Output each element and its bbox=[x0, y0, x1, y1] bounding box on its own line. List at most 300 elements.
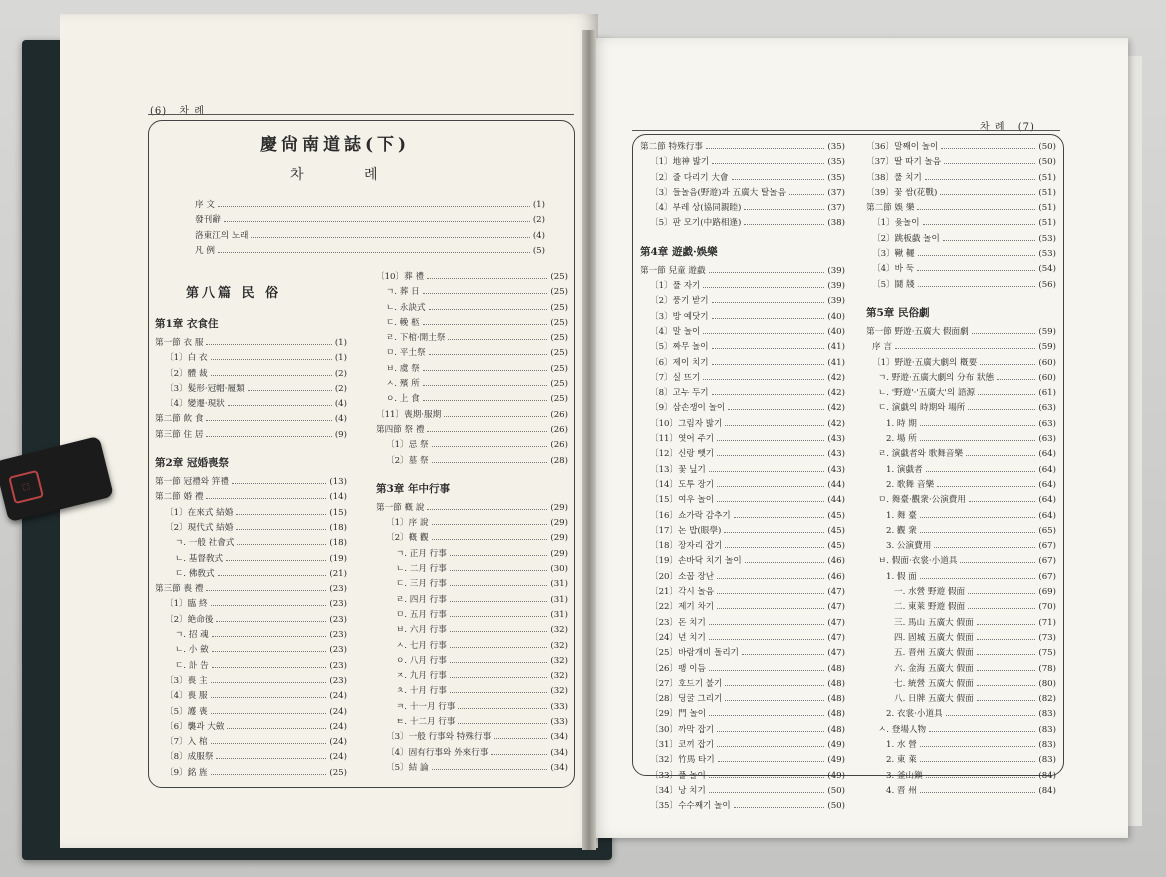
toc-entry[interactable] bbox=[640, 554, 845, 569]
toc-entry[interactable] bbox=[195, 229, 545, 244]
toc-entry[interactable] bbox=[866, 493, 1056, 508]
toc-entry[interactable] bbox=[155, 597, 347, 612]
toc-entry[interactable] bbox=[640, 707, 845, 722]
toc-entry-page: (29) bbox=[550, 548, 568, 559]
toc-entry[interactable] bbox=[195, 198, 545, 213]
toc-entry[interactable] bbox=[640, 769, 845, 784]
toc-entry[interactable] bbox=[155, 659, 347, 674]
toc-entry[interactable] bbox=[640, 784, 845, 799]
toc-entry[interactable] bbox=[376, 623, 568, 638]
toc-entry[interactable] bbox=[376, 669, 568, 684]
toc-entry-page: (39) bbox=[827, 281, 845, 292]
right-header-label: 차 례 bbox=[980, 122, 1006, 133]
toc-entry[interactable] bbox=[866, 478, 1056, 493]
toc-entry-page: (48) bbox=[827, 709, 845, 720]
toc-entry[interactable] bbox=[376, 285, 568, 300]
leader-dots bbox=[717, 455, 824, 456]
toc-entry[interactable] bbox=[866, 463, 1056, 478]
toc-entry[interactable] bbox=[376, 547, 568, 562]
toc-entry-page: (83) bbox=[1038, 724, 1056, 735]
toc-entry[interactable] bbox=[866, 707, 1056, 722]
toc-entry[interactable] bbox=[866, 646, 1056, 661]
toc-entry[interactable] bbox=[866, 386, 1056, 401]
toc-entry-label: 〔20〕소꿉 장난 bbox=[650, 571, 715, 582]
toc-entry-page: (67) bbox=[1038, 556, 1056, 567]
toc-entry[interactable] bbox=[866, 417, 1056, 432]
toc-entry-page: (43) bbox=[827, 434, 845, 445]
toc-entry[interactable] bbox=[376, 608, 568, 623]
toc-entry-label: 1. 演戱者 bbox=[886, 464, 923, 475]
toc-entry[interactable] bbox=[866, 447, 1056, 462]
toc-subtitle: 차 례 bbox=[290, 167, 406, 183]
toc-entry[interactable] bbox=[376, 392, 568, 407]
toc-entry[interactable] bbox=[640, 570, 845, 585]
page-block-edge bbox=[1128, 56, 1142, 826]
toc-entry-page: (64) bbox=[1038, 495, 1056, 506]
toc-entry[interactable] bbox=[155, 613, 347, 628]
toc-entry-page: (35) bbox=[827, 157, 845, 168]
toc-entry-label: 第一節 冠禮와 笄禮 bbox=[155, 477, 229, 488]
toc-entry-page: (2) bbox=[334, 368, 347, 379]
part-title: 第八篇 民 俗 bbox=[186, 286, 282, 301]
toc-entry[interactable] bbox=[866, 769, 1056, 784]
toc-entry-label: 〔21〕각시 놀음 bbox=[650, 587, 715, 598]
toc-entry[interactable] bbox=[866, 616, 1056, 631]
toc-entry[interactable] bbox=[866, 171, 1056, 186]
toc-entry[interactable] bbox=[640, 356, 845, 371]
toc-entry[interactable] bbox=[376, 593, 568, 608]
toc-entry-label: 1. 時 期 bbox=[886, 418, 917, 429]
toc-entry-label: ㄴ. 基督敎式 bbox=[175, 553, 224, 564]
toc-entry[interactable] bbox=[640, 524, 845, 539]
toc-entry[interactable] bbox=[376, 362, 568, 377]
toc-entry[interactable] bbox=[640, 631, 845, 646]
toc-entry-page: (51) bbox=[1038, 172, 1056, 183]
toc-entry[interactable] bbox=[640, 447, 845, 462]
toc-entry[interactable] bbox=[866, 325, 1056, 340]
toc-entry[interactable] bbox=[376, 331, 568, 346]
toc-entry-page: (49) bbox=[827, 755, 845, 766]
leader-dots bbox=[709, 471, 825, 472]
toc-entry-page: (29) bbox=[550, 502, 568, 513]
leader-dots bbox=[718, 761, 825, 762]
toc-entry[interactable] bbox=[866, 723, 1056, 738]
toc-entry-label: ㅊ. 十月 行事 bbox=[396, 686, 447, 697]
front-matter-list bbox=[195, 198, 545, 259]
toc-entry[interactable] bbox=[640, 432, 845, 447]
toc-entry[interactable] bbox=[640, 201, 845, 216]
toc-entry-page: (73) bbox=[1038, 632, 1056, 643]
leader-dots bbox=[450, 555, 547, 556]
toc-entry-page: (61) bbox=[1038, 388, 1056, 399]
toc-entry[interactable] bbox=[866, 201, 1056, 216]
toc-entry[interactable] bbox=[640, 264, 845, 279]
toc-entry[interactable] bbox=[155, 750, 347, 765]
toc-entry-page: (42) bbox=[827, 418, 845, 429]
leader-dots bbox=[744, 209, 824, 210]
toc-entry-page: (51) bbox=[1038, 187, 1056, 198]
toc-entry-label: 〔1〕풀 자기 bbox=[650, 281, 701, 292]
toc-entry-page: (25) bbox=[550, 348, 568, 359]
toc-entry-page: (35) bbox=[827, 142, 845, 152]
toc-entry-page: (50) bbox=[1038, 157, 1056, 168]
toc-entry[interactable] bbox=[640, 692, 845, 707]
toc-entry-page: (37) bbox=[827, 203, 845, 214]
toc-entry[interactable] bbox=[640, 753, 845, 768]
toc-entry-page: (2) bbox=[334, 383, 347, 394]
toc-entry-label: ㄷ. 訃 告 bbox=[175, 660, 209, 671]
toc-entry[interactable] bbox=[866, 692, 1056, 707]
toc-entry[interactable] bbox=[640, 294, 845, 309]
toc-entry[interactable] bbox=[376, 684, 568, 699]
toc-entry[interactable] bbox=[640, 310, 845, 325]
leader-dots bbox=[224, 221, 530, 222]
leader-dots bbox=[450, 601, 547, 602]
toc-entry[interactable] bbox=[866, 186, 1056, 201]
toc-entry-label: 發刊辭 bbox=[195, 215, 221, 226]
toc-entry[interactable] bbox=[376, 761, 568, 776]
leader-dots bbox=[709, 624, 825, 625]
toc-entry-page: (47) bbox=[827, 587, 845, 598]
red-seal-icon: ⬚ bbox=[8, 470, 44, 504]
left-column-1 bbox=[155, 312, 347, 781]
toc-entry[interactable] bbox=[155, 475, 347, 490]
toc-entry[interactable] bbox=[376, 501, 568, 516]
toc-entry[interactable] bbox=[640, 186, 845, 201]
leader-dots bbox=[703, 333, 824, 334]
toc-entry-label: 〔12〕신랑 뺏기 bbox=[650, 449, 715, 460]
toc-entry-page: (24) bbox=[329, 752, 347, 763]
toc-entry-label: ㅅ. 登場人物 bbox=[878, 724, 927, 735]
leader-dots bbox=[977, 670, 1036, 671]
toc-entry[interactable] bbox=[866, 753, 1056, 768]
toc-entry[interactable] bbox=[155, 674, 347, 689]
toc-entry[interactable] bbox=[155, 735, 347, 750]
toc-entry-page: (4) bbox=[334, 399, 347, 410]
toc-entry[interactable] bbox=[640, 677, 845, 692]
toc-entry[interactable] bbox=[376, 654, 568, 669]
toc-entry[interactable] bbox=[866, 278, 1056, 293]
toc-entry-page: (32) bbox=[550, 686, 568, 697]
leader-dots bbox=[980, 364, 1035, 365]
toc-entry-label: 〔36〕말째이 놀이 bbox=[866, 142, 939, 152]
leader-dots bbox=[728, 409, 824, 410]
toc-entry[interactable] bbox=[640, 662, 845, 677]
toc-entry[interactable] bbox=[640, 340, 845, 355]
toc-entry[interactable] bbox=[155, 382, 347, 397]
toc-entry[interactable] bbox=[376, 639, 568, 654]
toc-entry-page: (30) bbox=[550, 564, 568, 575]
toc-entry-label: 〔1〕윷놀이 bbox=[872, 218, 920, 229]
toc-entry-page: (31) bbox=[550, 609, 568, 620]
toc-entry[interactable] bbox=[640, 386, 845, 401]
toc-entry[interactable] bbox=[155, 643, 347, 658]
toc-entry-page: (71) bbox=[1038, 617, 1056, 628]
toc-entry[interactable] bbox=[155, 521, 347, 536]
leader-dots bbox=[918, 255, 1036, 256]
toc-entry[interactable] bbox=[155, 582, 347, 597]
chapter-heading: 第4章 遊戱·娛樂 bbox=[640, 245, 718, 258]
toc-entry[interactable] bbox=[155, 720, 347, 735]
leader-dots bbox=[212, 651, 327, 652]
toc-entry[interactable] bbox=[640, 723, 845, 738]
toc-entry-page: (51) bbox=[1038, 218, 1056, 229]
toc-entry-page: (78) bbox=[1038, 663, 1056, 674]
leader-dots bbox=[968, 608, 1035, 609]
toc-entry-page: (26) bbox=[550, 409, 568, 420]
toc-entry-page: (1) bbox=[334, 353, 347, 364]
toc-entry[interactable] bbox=[195, 213, 545, 228]
toc-entry[interactable] bbox=[155, 628, 347, 643]
toc-entry-page: (48) bbox=[827, 663, 845, 674]
toc-entry-label: 〔30〕까막 잡기 bbox=[650, 724, 715, 735]
toc-entry[interactable] bbox=[155, 367, 347, 382]
toc-entry-page: (34) bbox=[550, 762, 568, 773]
toc-entry[interactable] bbox=[376, 270, 568, 285]
toc-entry-label: 〔38〕풀 치기 bbox=[866, 172, 922, 183]
leader-dots bbox=[937, 486, 1035, 487]
right-column-1 bbox=[640, 140, 845, 814]
toc-entry[interactable] bbox=[866, 509, 1056, 524]
toc-entry-page: (56) bbox=[1038, 279, 1056, 290]
toc-entry[interactable] bbox=[376, 746, 568, 761]
toc-entry-label: 〔1〕在來式 結婚 bbox=[165, 507, 234, 518]
toc-entry[interactable] bbox=[640, 646, 845, 661]
leader-dots bbox=[744, 224, 824, 225]
toc-entry-label: ㅇ. 八月 行事 bbox=[396, 655, 447, 666]
toc-entry[interactable] bbox=[866, 539, 1056, 554]
toc-entry-page: (75) bbox=[1038, 648, 1056, 659]
toc-entry[interactable] bbox=[155, 490, 347, 505]
toc-entry[interactable] bbox=[155, 506, 347, 521]
toc-entry-page: (32) bbox=[550, 640, 568, 651]
leader-dots bbox=[211, 682, 327, 683]
toc-entry[interactable] bbox=[155, 397, 347, 412]
toc-entry-label: 〔11〕喪期·服期 bbox=[376, 409, 442, 420]
toc-entry[interactable] bbox=[155, 412, 347, 427]
leader-dots bbox=[934, 547, 1035, 548]
toc-entry[interactable] bbox=[866, 677, 1056, 692]
toc-entry[interactable] bbox=[155, 428, 347, 443]
toc-entry[interactable] bbox=[155, 567, 347, 582]
toc-entry[interactable] bbox=[376, 301, 568, 316]
toc-entry[interactable] bbox=[866, 600, 1056, 615]
toc-entry[interactable] bbox=[155, 552, 347, 567]
toc-entry-label: 第一節 槪 說 bbox=[376, 502, 425, 513]
toc-entry-page: (70) bbox=[1038, 602, 1056, 613]
toc-entry-label: 〔1〕野遊·五廣大劇의 槪要 bbox=[872, 357, 978, 368]
toc-entry-label: ㄹ. 下棺·開土祭 bbox=[386, 333, 446, 344]
toc-entry[interactable] bbox=[866, 262, 1056, 277]
toc-entry-label: 〔5〕판 모기(中路相逢) bbox=[650, 218, 742, 229]
toc-entry[interactable] bbox=[866, 554, 1056, 569]
toc-entry-page: (23) bbox=[329, 630, 347, 641]
toc-entry-label: 第二節 特殊行事 bbox=[640, 142, 703, 152]
toc-entry[interactable] bbox=[866, 140, 1056, 155]
toc-entry[interactable] bbox=[640, 216, 845, 231]
toc-entry-page: (33) bbox=[550, 717, 568, 728]
toc-entry-label: 〔2〕槪 觀 bbox=[386, 533, 429, 544]
toc-entry-page: (4) bbox=[532, 230, 545, 241]
toc-entry-label: ㄴ. 小 斂 bbox=[175, 645, 209, 656]
toc-entry[interactable] bbox=[640, 140, 845, 155]
toc-entry-label: ㄹ. 演戱者와 歌舞音樂 bbox=[878, 449, 963, 460]
toc-entry-label: 2. 觀 衆 bbox=[886, 525, 917, 536]
leader-dots bbox=[712, 348, 825, 349]
leader-dots bbox=[717, 746, 824, 747]
toc-entry[interactable] bbox=[866, 570, 1056, 585]
toc-entry-label: 〔3〕들놀음(野遊)과 五廣大 탈놀음 bbox=[650, 187, 786, 198]
toc-entry-page: (63) bbox=[1038, 403, 1056, 414]
toc-entry-label: ㅁ. 五月 行事 bbox=[396, 609, 447, 620]
toc-entry[interactable] bbox=[866, 524, 1056, 539]
toc-entry[interactable] bbox=[640, 585, 845, 600]
toc-entry[interactable] bbox=[376, 531, 568, 546]
toc-entry[interactable] bbox=[376, 700, 568, 715]
toc-entry[interactable] bbox=[376, 316, 568, 331]
toc-entry[interactable] bbox=[866, 216, 1056, 231]
toc-entry[interactable] bbox=[866, 432, 1056, 447]
toc-entry[interactable] bbox=[376, 516, 568, 531]
toc-entry-page: (54) bbox=[1038, 264, 1056, 275]
toc-entry-page: (53) bbox=[1038, 233, 1056, 244]
chapter-heading: 第5章 民俗劇 bbox=[866, 306, 930, 319]
leader-dots bbox=[712, 364, 825, 365]
toc-entry-label: 〔8〕고누 두기 bbox=[650, 388, 709, 399]
leader-dots bbox=[742, 654, 824, 655]
leader-dots bbox=[423, 293, 548, 294]
toc-entry[interactable] bbox=[866, 585, 1056, 600]
toc-entry[interactable] bbox=[866, 738, 1056, 753]
toc-entry-label: ㄴ. '野遊'·'五廣大'의 語源 bbox=[878, 388, 976, 399]
toc-entry-label: ㅈ. 九月 行事 bbox=[396, 671, 447, 682]
toc-entry-page: (25) bbox=[550, 333, 568, 344]
toc-entry[interactable] bbox=[866, 784, 1056, 799]
toc-entry-page: (14) bbox=[329, 492, 347, 503]
toc-entry[interactable] bbox=[376, 577, 568, 592]
toc-entry[interactable] bbox=[640, 616, 845, 631]
toc-entry[interactable] bbox=[376, 423, 568, 438]
leader-dots bbox=[717, 608, 824, 609]
toc-entry[interactable] bbox=[640, 799, 845, 814]
toc-entry[interactable] bbox=[866, 340, 1056, 355]
toc-entry-page: (41) bbox=[827, 342, 845, 353]
toc-entry-page: (26) bbox=[550, 440, 568, 451]
leader-dots bbox=[432, 462, 548, 463]
toc-entry[interactable] bbox=[640, 539, 845, 554]
toc-entry-page: (2) bbox=[532, 215, 545, 226]
toc-entry-page: (42) bbox=[827, 403, 845, 414]
toc-entry-page: (25) bbox=[550, 317, 568, 328]
toc-entry-page: (42) bbox=[827, 388, 845, 399]
toc-entry[interactable] bbox=[640, 279, 845, 294]
leader-dots bbox=[943, 240, 1036, 241]
leader-dots bbox=[206, 344, 331, 345]
toc-entry[interactable] bbox=[866, 371, 1056, 386]
toc-entry-page: (24) bbox=[329, 721, 347, 732]
toc-entry[interactable] bbox=[376, 408, 568, 423]
toc-entry-label: ㅂ. 虞 祭 bbox=[386, 363, 420, 374]
leader-dots bbox=[444, 416, 547, 417]
toc-entry[interactable] bbox=[376, 438, 568, 453]
toc-entry-label: 3. 公演費用 bbox=[886, 541, 932, 552]
toc-entry-label: 〔28〕딩굴 그리기 bbox=[650, 694, 723, 705]
leader-dots bbox=[920, 440, 1035, 441]
toc-entry[interactable] bbox=[640, 171, 845, 186]
toc-entry[interactable] bbox=[866, 356, 1056, 371]
toc-entry[interactable] bbox=[376, 346, 568, 361]
toc-entry[interactable] bbox=[866, 631, 1056, 646]
leader-dots bbox=[232, 483, 326, 484]
toc-entry-page: (18) bbox=[329, 522, 347, 533]
toc-entry-page: (45) bbox=[827, 510, 845, 521]
book-title: 慶尙南道誌(下) bbox=[260, 135, 411, 155]
toc-entry[interactable] bbox=[866, 401, 1056, 416]
toc-entry[interactable] bbox=[640, 509, 845, 524]
toc-entry[interactable] bbox=[866, 155, 1056, 170]
toc-entry[interactable] bbox=[640, 600, 845, 615]
toc-entry[interactable] bbox=[640, 325, 845, 340]
leader-dots bbox=[211, 774, 327, 775]
toc-entry-label: 〔17〕논 밥(眼學) bbox=[650, 525, 722, 536]
toc-entry[interactable] bbox=[155, 689, 347, 704]
toc-entry[interactable] bbox=[376, 454, 568, 469]
toc-entry-page: (59) bbox=[1038, 342, 1056, 353]
toc-entry[interactable] bbox=[155, 351, 347, 366]
toc-entry[interactable] bbox=[640, 417, 845, 432]
leader-dots bbox=[251, 237, 529, 238]
toc-entry[interactable] bbox=[376, 562, 568, 577]
toc-entry[interactable] bbox=[866, 662, 1056, 677]
toc-entry[interactable] bbox=[155, 705, 347, 720]
toc-entry[interactable] bbox=[376, 730, 568, 745]
toc-entry-label: 〔1〕序 說 bbox=[386, 518, 429, 529]
leader-dots bbox=[712, 163, 824, 164]
toc-entry-label: 〔26〕팽 이듬 bbox=[650, 663, 706, 674]
toc-entry-page: (28) bbox=[550, 455, 568, 466]
leader-dots bbox=[236, 514, 326, 515]
leader-dots bbox=[717, 578, 824, 579]
toc-entry[interactable] bbox=[195, 244, 545, 259]
toc-entry[interactable] bbox=[640, 401, 845, 416]
toc-entry[interactable] bbox=[640, 463, 845, 478]
leader-dots bbox=[450, 631, 547, 632]
toc-entry-label: 〔4〕喪 服 bbox=[165, 691, 208, 702]
toc-entry[interactable] bbox=[640, 738, 845, 753]
toc-entry[interactable] bbox=[866, 232, 1056, 247]
toc-entry[interactable] bbox=[640, 371, 845, 386]
leader-dots bbox=[920, 517, 1035, 518]
toc-entry[interactable] bbox=[866, 247, 1056, 262]
toc-entry-page: (32) bbox=[550, 625, 568, 636]
leader-dots bbox=[920, 425, 1035, 426]
book-gutter bbox=[582, 30, 596, 850]
toc-entry[interactable] bbox=[640, 478, 845, 493]
toc-entry-label: 〔3〕鞦 韆 bbox=[872, 249, 915, 260]
toc-entry-label: 〔1〕臨 終 bbox=[165, 599, 208, 610]
toc-entry-page: (64) bbox=[1038, 449, 1056, 460]
leader-dots bbox=[423, 385, 548, 386]
toc-entry[interactable] bbox=[376, 377, 568, 392]
toc-entry[interactable] bbox=[155, 536, 347, 551]
toc-entry[interactable] bbox=[640, 493, 845, 508]
toc-entry[interactable] bbox=[640, 155, 845, 170]
toc-entry[interactable] bbox=[376, 715, 568, 730]
toc-entry-page: (64) bbox=[1038, 510, 1056, 521]
toc-entry[interactable] bbox=[155, 766, 347, 781]
leader-dots bbox=[494, 738, 547, 739]
toc-entry[interactable] bbox=[155, 336, 347, 351]
